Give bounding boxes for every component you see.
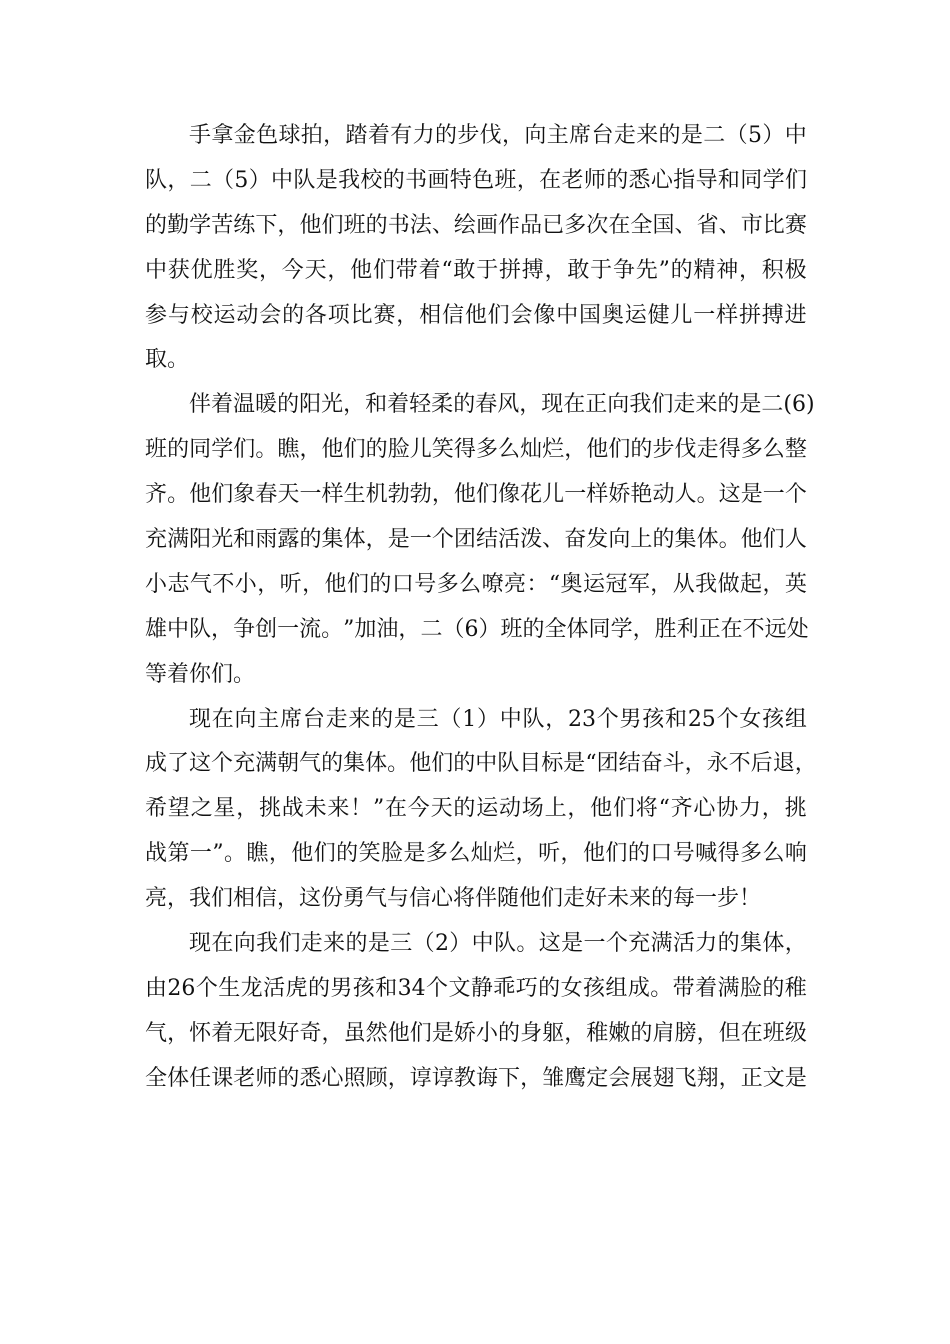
- text-line: 充 满 阳 光 和 雨 露 的 集 体 ， 是 一 个 团 结 活 泼 、 奋 发 向 上 的 集 体 。 他 们 人: [145, 527, 807, 553]
- text-line: 班 的 同 学 们 。 瞧 ， 他 们 的 脸 儿 笑 得 多 么 灿 烂 ， 他 们 的 步 伐 走 得 多 么 整: [145, 437, 807, 463]
- body-text: [145, 114, 817, 1102]
- text-line: 齐 。 他 们 象 春 天 一 样 生 机 勃 勃 ， 他 们 像 花 儿 一 样 娇 艳 动 人 。 这 是 一 个: [145, 482, 807, 508]
- text-line: 等着你们。: [145, 661, 256, 687]
- text-line: 雄 中 队 ， 争 创 一 流 。 ” 加 油 ， 二 （ 6 ） 班 的 全 体 同 学 ， 胜 利 正 在 不 远 处: [145, 616, 809, 642]
- text-line: 希 望 之 星 ， 挑 战 未 来 ！ ” 在 今 天 的 运 动 场 上 ， 他 们 将 “ 齐 心 协 力 ， 挑: [145, 796, 807, 822]
- text-line: 的 勤 学 苦 练 下 ， 他 们 班 的 书 法 、 绘 画 作 品 已 多 次 在 全 国 、 省 、 市 比 赛: [145, 212, 807, 238]
- text-line: 成 了 这 个 充 满 朝 气 的 集 体 。 他 们 的 中 队 目 标 是 “ 团 结 奋 斗 ， 永 不 后 退 ，: [145, 751, 817, 777]
- text-line: 参 与 校 运 动 会 的 各 项 比 赛 ， 相 信 他 们 会 像 中 国 奥 运 健 儿 一 样 拼 搏 进: [145, 302, 807, 328]
- text-line: 现 在 向 主 席 台 走 来 的 是 三 （ 1 ） 中 队 ， 23 个 男 孩 和 25 个 女 孩 组: [189, 706, 807, 732]
- text-line: 手 拿 金 色 球 拍 ， 踏 着 有 力 的 步 伐 ， 向 主 席 台 走 来 的 是 二 （ 5 ） 中: [189, 123, 807, 148]
- text-line: 现 在 向 我 们 走 来 的 是 三 （ 2 ） 中 队 。 这 是 一 个 充 满 活 力 的 集 体 ，: [189, 931, 807, 957]
- text-line: 气 ， 怀 着 无 限 好 奇 ， 虽 然 他 们 是 娇 小 的 身 躯 ， 稚 嫩 的 肩 膀 ， 但 在 班 级: [145, 1020, 807, 1046]
- text-line: 取。: [145, 347, 190, 373]
- text-line: 战 第 一 ” 。 瞧 ， 他 们 的 笑 脸 是 多 么 灿 烂 ， 听 ， 他 们 的 口 号 喊 得 多 么 响: [145, 841, 807, 867]
- text-line: 队 ， 二 （ 5 ） 中 队 是 我 校 的 书 画 特 色 班 ， 在 老 师 的 悉 心 指 导 和 同 学 们: [145, 167, 807, 193]
- text-line: 全 体 任 课 老 师 的 悉 心 照 顾 ， 谆 谆 教 诲 下 ， 雏 鹰 定 会 展 翅 飞 翔 ， 正 文 是: [145, 1065, 807, 1091]
- text-line: 中 获 优 胜 奖 ， 今 天 ， 他 们 带 着 “ 敢 于 拼 搏 ， 敢 于 争 先 ” 的 精 神 ， 积 极: [145, 257, 807, 283]
- text-line: 伴 着 温 暖 的 阳 光 ， 和 着 轻 柔 的 春 风 ， 现 在 正 向 我 们 走 来 的 是 二 (6): [189, 392, 815, 418]
- text-line: 由 26 个 生 龙 活 虎 的 男 孩 和 34 个 文 静 乖 巧 的 女 孩 组 成 。 带 着 满 脸 的 稚: [145, 975, 807, 1001]
- text-line: 亮，我们相信，这份勇气与信心将伴随他们走好未来的每一步！: [145, 886, 762, 912]
- text-line: 小 志 气 不 小 ， 听 ， 他 们 的 口 号 多 么 嘹 亮 ： “ 奥 运 冠 军 ， 从 我 做 起 ， 英: [145, 571, 807, 597]
